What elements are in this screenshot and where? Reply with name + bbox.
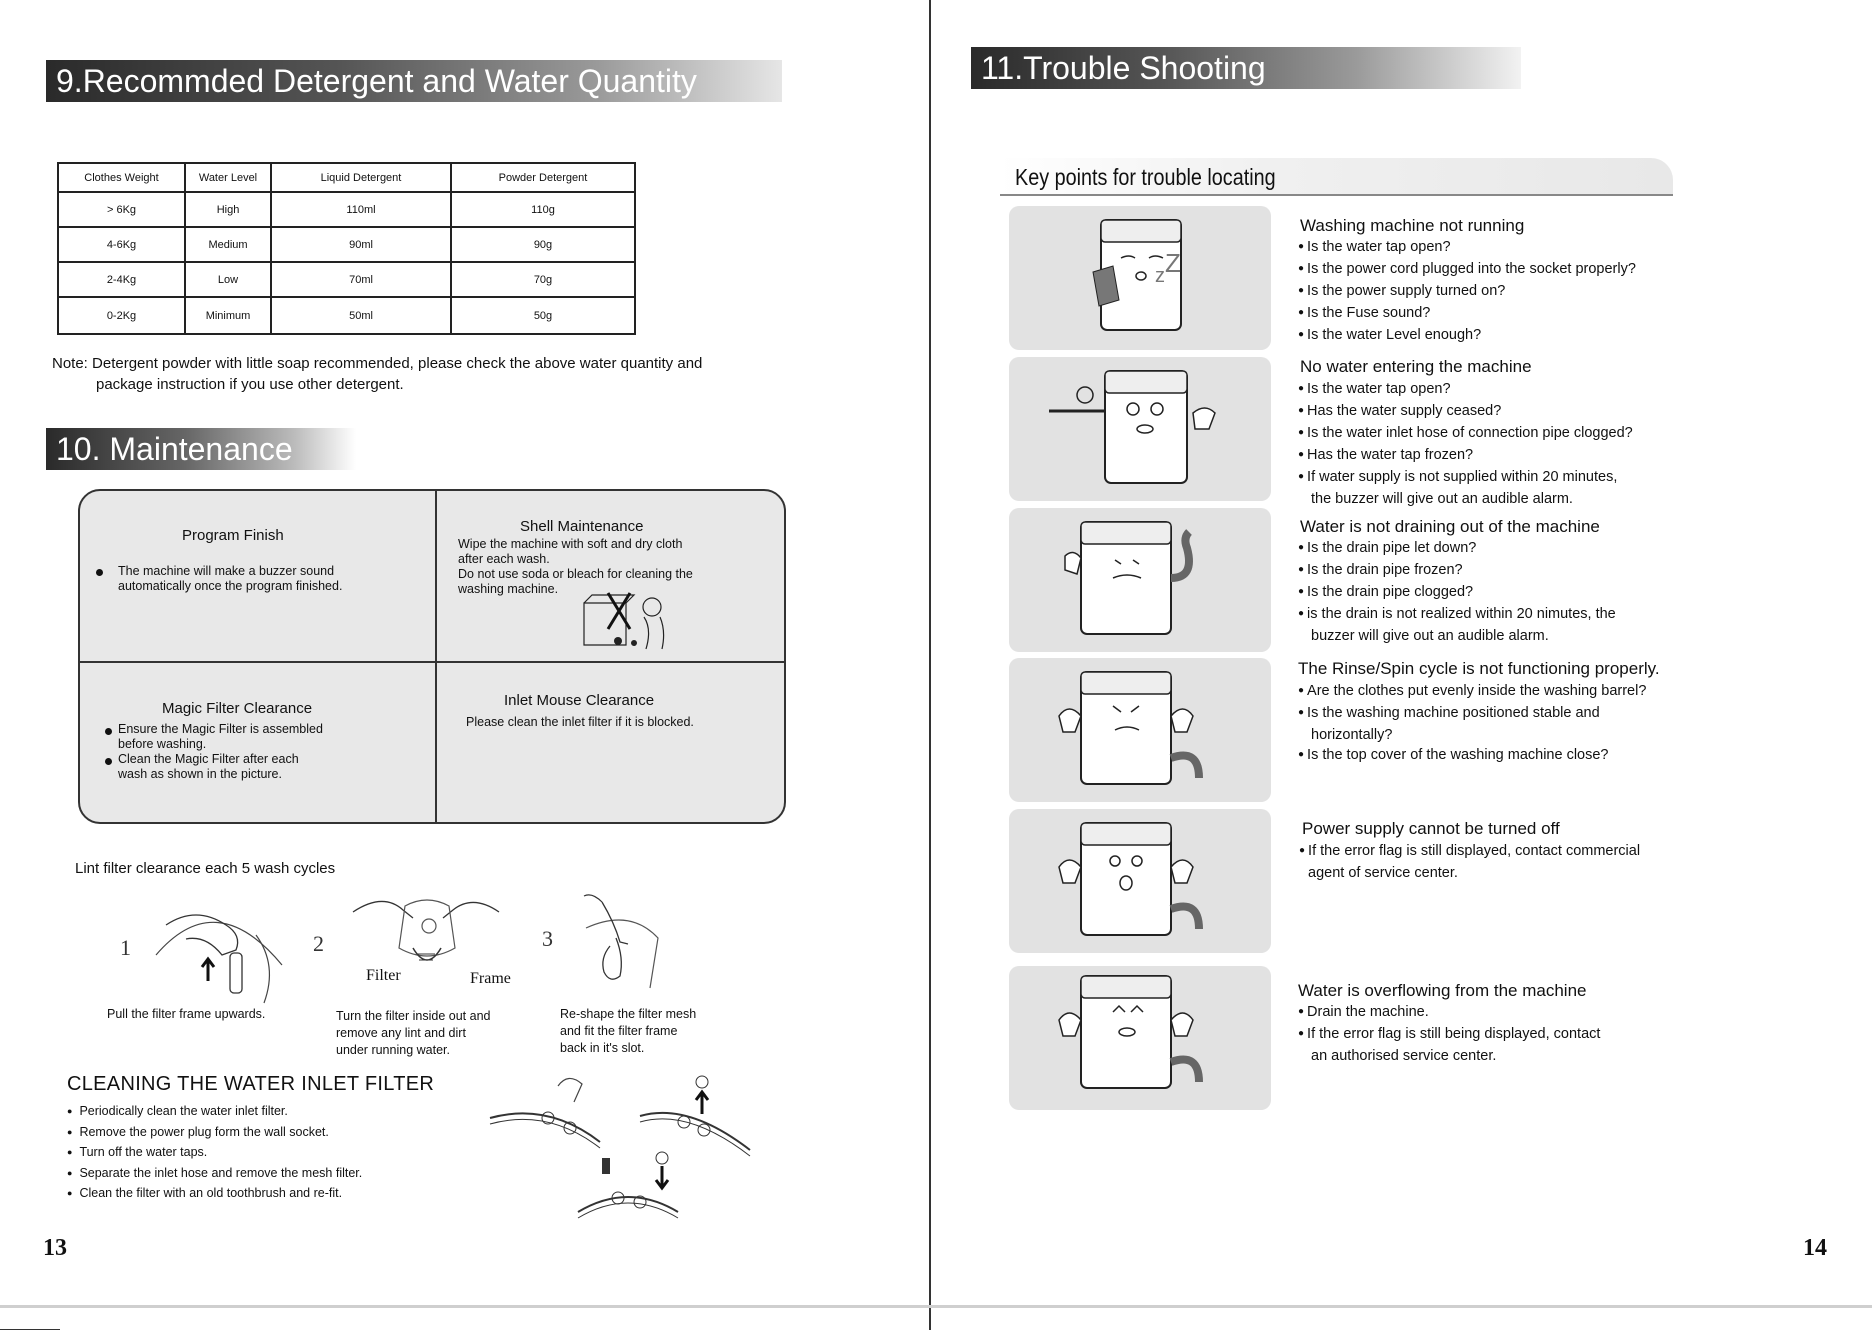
table-cell: High xyxy=(185,192,271,227)
washing-machine-spin-icon xyxy=(1009,658,1271,802)
maintenance-box xyxy=(78,489,786,824)
list-item: ● Is the water inlet hose of connection pipe clogged? xyxy=(1298,423,1633,445)
text-line: before washing. xyxy=(118,737,207,751)
list-item: ● Is the water tap open? xyxy=(1298,379,1633,401)
table-row xyxy=(58,227,635,262)
washing-machine-overflow-icon xyxy=(1009,966,1271,1110)
list-item: ● Separate the inlet hose and remove the mesh filter. xyxy=(67,1164,362,1185)
bullet-icon xyxy=(105,758,112,765)
problem-6-list xyxy=(1298,1002,1600,1066)
list-item: ● Remove the power plug form the wall socket. xyxy=(67,1123,362,1144)
problem-2-title: No water entering the machine xyxy=(1300,357,1532,376)
table-cell: 4-6Kg xyxy=(58,227,185,262)
table-header: Liquid Detergent xyxy=(271,163,451,192)
svg-text:z: z xyxy=(1155,265,1165,287)
list-item: ● Periodically clean the water inlet filter. xyxy=(67,1102,362,1123)
list-item: ● Clean the filter with an old toothbrush and re-fit. xyxy=(67,1184,362,1205)
text-line: back in it's slot. xyxy=(560,1041,645,1055)
table-header-row xyxy=(58,163,635,192)
problem-2-card xyxy=(1009,357,1271,501)
section-11-title: 11.Trouble Shooting xyxy=(971,47,1521,89)
problem-1-card xyxy=(1009,206,1271,350)
page-divider xyxy=(929,0,931,1330)
table-cell: Minimum xyxy=(185,297,271,334)
list-item: ● Is the Fuse sound? xyxy=(1298,303,1636,325)
list-item: ● If water supply is not supplied within 20 minutes, xyxy=(1298,467,1633,489)
list-item: ● Is the water tap open? xyxy=(1298,237,1636,259)
step-number: 1 xyxy=(120,935,131,960)
note-line: package instruction if you use other detergent. xyxy=(96,376,404,393)
shell-maintenance-text xyxy=(458,537,693,597)
table-header: Water Level xyxy=(185,163,271,192)
frame-label: Frame xyxy=(470,970,511,987)
list-item-continued: agent of service center. xyxy=(1308,865,1458,881)
magic-filter-text xyxy=(118,722,323,782)
text-line: Re-shape the filter mesh xyxy=(560,1007,697,1021)
inlet-filter-illustration xyxy=(488,1062,758,1226)
table-cell: 90g xyxy=(451,227,635,262)
list-item: ● Is the drain pipe frozen? xyxy=(1298,560,1616,582)
table-header: Clothes Weight xyxy=(58,163,185,192)
page-number-right: 14 xyxy=(1803,1235,1827,1261)
table-row xyxy=(58,297,635,334)
list-item-continued: buzzer will give out an audible alarm. xyxy=(1311,628,1549,644)
list-item: ● If the error flag is still displayed, contact commercial xyxy=(1299,841,1640,863)
problem-3-card xyxy=(1009,508,1271,652)
text-line: under running water. xyxy=(336,1043,450,1057)
text-line: The machine will make a buzzer sound xyxy=(118,564,335,578)
lint-step-3-caption xyxy=(560,1006,696,1057)
list-item: ● Are the clothes put evenly inside the washing barrel? xyxy=(1298,681,1646,703)
list-item: ● Is the drain pipe let down? xyxy=(1298,538,1616,560)
lint-step-1-illustration xyxy=(146,895,286,1005)
washing-machine-tap-icon xyxy=(1009,357,1271,501)
bullet-icon xyxy=(96,569,103,576)
table-cell: Low xyxy=(185,262,271,297)
text-line: wash as shown in the picture. xyxy=(118,767,282,781)
lint-step-1-caption xyxy=(107,1006,265,1023)
detergent-note xyxy=(52,353,772,395)
problem-1-list xyxy=(1298,237,1636,347)
step-number: 3 xyxy=(542,926,553,951)
table-cell: > 6Kg xyxy=(58,192,185,227)
list-item-continued: the buzzer will give out an audible alarm. xyxy=(1311,491,1573,507)
problem-2-list xyxy=(1298,379,1633,509)
washing-machine-drain-icon xyxy=(1009,508,1271,652)
bullet-icon xyxy=(105,728,112,735)
list-item: ● Has the water supply ceased? xyxy=(1298,401,1633,423)
shell-maintenance-title: Shell Maintenance xyxy=(520,518,644,535)
problem-5-list xyxy=(1299,841,1640,883)
table-cell: 110g xyxy=(451,192,635,227)
table-header: Powder Detergent xyxy=(451,163,635,192)
table-cell: 2-4Kg xyxy=(58,262,185,297)
lint-step-3-illustration xyxy=(580,888,660,992)
list-item: ● is the drain is not realized within 20 nimutes, the xyxy=(1298,604,1616,626)
table-cell: 70ml xyxy=(271,262,451,297)
key-points-title: Key points for trouble locating xyxy=(1015,164,1276,190)
text-line: Pull the filter frame upwards. xyxy=(107,1007,266,1021)
lint-filter-title: Lint filter clearance each 5 wash cycles xyxy=(75,860,336,877)
problem-6-title: Water is overflowing from the machine xyxy=(1298,981,1587,1000)
text-line: Clean the Magic Filter after each xyxy=(118,752,299,766)
table-row xyxy=(58,192,635,227)
text-line: remove any lint and dirt xyxy=(336,1026,466,1040)
list-item: ● Has the water tap frozen? xyxy=(1298,445,1633,467)
list-item: ● If the error flag is still being displayed, contact xyxy=(1298,1024,1600,1046)
table-cell: 70g xyxy=(451,262,635,297)
list-item: ● Is the top cover of the washing machine close? xyxy=(1298,745,1646,767)
problem-4-title: The Rinse/Spin cycle is not functioning properly. xyxy=(1298,659,1660,678)
table-cell: 50ml xyxy=(271,297,451,334)
section-10-title: 10. Maintenance xyxy=(46,428,356,470)
problem-3-title: Water is not draining out of the machine xyxy=(1300,517,1600,536)
list-item: ● Is the water Level enough? xyxy=(1298,325,1636,347)
magic-filter-title: Magic Filter Clearance xyxy=(162,700,313,717)
page-number-left: 13 xyxy=(43,1235,67,1261)
washing-machine-sleeping-icon xyxy=(1009,206,1271,350)
table-cell: 90ml xyxy=(271,227,451,262)
problem-5-card xyxy=(1009,809,1271,953)
cleaning-inlet-title: CLEANING THE WATER INLET FILTER xyxy=(67,1073,435,1095)
table-cell: Medium xyxy=(185,227,271,262)
note-line: Note: Detergent powder with little soap recommended, please check the above water quantity and xyxy=(52,355,703,372)
list-item: ● Drain the machine. xyxy=(1298,1002,1600,1024)
step-number: 2 xyxy=(313,931,324,956)
list-item-continued: horizontally? xyxy=(1311,727,1393,743)
text-line: washing machine. xyxy=(458,582,559,596)
list-item: ● Turn off the water taps. xyxy=(67,1143,362,1164)
text-line: after each wash. xyxy=(458,552,550,566)
problem-4-card xyxy=(1009,658,1271,802)
program-finish-text xyxy=(118,564,342,594)
section-9-title: 9.Recommded Detergent and Water Quantity xyxy=(46,60,782,102)
text-line: automatically once the program finished. xyxy=(118,579,343,593)
svg-text:Z: Z xyxy=(1165,248,1181,278)
table-cell: 110ml xyxy=(271,192,451,227)
problem-3-list xyxy=(1298,538,1616,646)
inlet-clearance-title: Inlet Mouse Clearance xyxy=(504,692,655,709)
problem-1-title: Washing machine not running xyxy=(1300,216,1525,235)
inlet-clearance-text: Please clean the inlet filter if it is blocked. xyxy=(466,715,694,729)
lint-step-2-caption xyxy=(336,1008,491,1059)
bottom-rule xyxy=(0,1305,1872,1308)
text-line: Do not use soda or bleach for cleaning the xyxy=(458,567,693,581)
problem-6-card xyxy=(1009,966,1271,1110)
detergent-table xyxy=(57,162,636,335)
list-item-continued: an authorised service center. xyxy=(1311,1048,1497,1064)
text-line: and fit the filter frame xyxy=(560,1024,678,1038)
shell-cleaning-illustration xyxy=(582,589,678,653)
washing-machine-power-icon xyxy=(1009,809,1271,953)
text-line: Ensure the Magic Filter is assembled xyxy=(118,722,323,736)
table-cell: 50g xyxy=(451,297,635,334)
maintenance-divider-v xyxy=(435,491,437,822)
list-item: ● Is the power cord plugged into the socket properly? xyxy=(1298,259,1636,281)
cleaning-inlet-list xyxy=(67,1102,362,1205)
list-item: ● Is the power supply turned on? xyxy=(1298,281,1636,303)
filter-label: Filter xyxy=(366,967,401,984)
text-line: Turn the filter inside out and xyxy=(336,1009,491,1023)
maintenance-divider-h xyxy=(80,661,784,663)
table-row xyxy=(58,262,635,297)
program-finish-title: Program Finish xyxy=(182,527,284,544)
problem-5-title: Power supply cannot be turned off xyxy=(1302,819,1560,838)
list-item: ● Is the drain pipe clogged? xyxy=(1298,582,1616,604)
text-line: Wipe the machine with soft and dry cloth xyxy=(458,537,683,551)
problem-4-list xyxy=(1298,681,1646,767)
list-item: ● Is the washing machine positioned stable and xyxy=(1298,703,1646,725)
table-cell: 0-2Kg xyxy=(58,297,185,334)
